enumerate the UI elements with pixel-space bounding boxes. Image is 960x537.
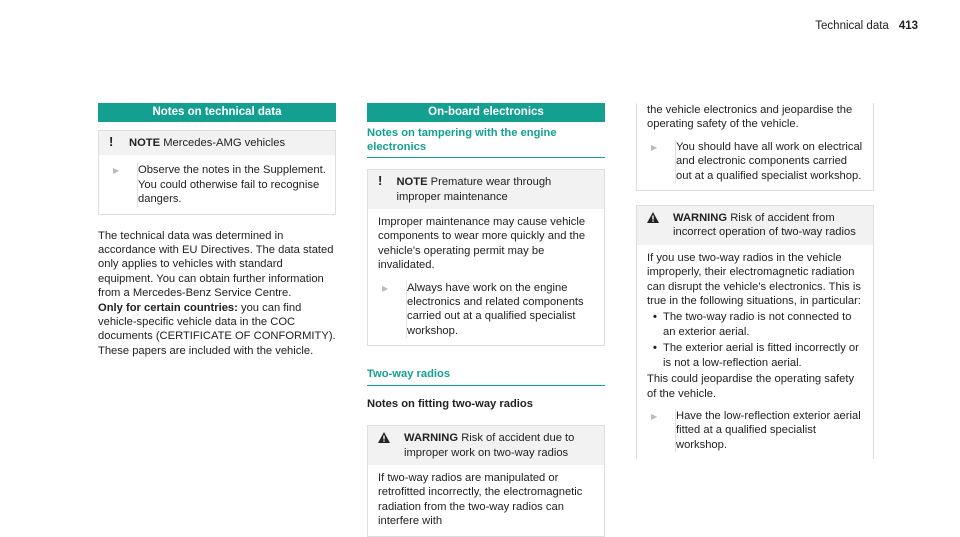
continuation-text: the vehicle electronics and jeopardise the operating safety of the vehicle. — [647, 104, 853, 131]
action-text: Observe the notes in the Supplement. You could otherwise fail to recognise dangers. — [138, 164, 326, 206]
warning-continuation — [636, 103, 874, 191]
note-text: Premature wear through improper maintenance — [396, 176, 552, 203]
section-title: Technical data — [815, 20, 889, 32]
warning-body: If you use two-way radios in the vehicle improperly, their electromagnetic radiation can disrupt the vehicle's electronics. This is true in the following situations, in particular: — [647, 251, 861, 308]
page-number: 413 — [898, 20, 918, 32]
list-item: • The exterior aerial is fitted incorrectly or is not a low-reflection aerial. — [647, 341, 865, 370]
action-text: You should have all work on electrical and electronic components carried out at a qualified specialist workshop. — [675, 140, 865, 183]
column-2 — [367, 103, 605, 537]
subheading-two-way-radios: Two-way radios — [367, 368, 605, 386]
warning-label: WARNING — [673, 212, 728, 225]
arrow-right-icon: ▶ — [651, 411, 658, 421]
warning-box — [367, 425, 605, 536]
note-box — [98, 130, 336, 215]
column-3 — [636, 103, 874, 459]
list-item: • The two-way radio is not connected to an exterior aerial. — [647, 310, 865, 339]
note-label: NOTE — [129, 137, 161, 149]
action-item — [109, 163, 327, 206]
subheading-fitting-radios: Notes on fitting two-way radios — [367, 397, 533, 410]
warning-header — [637, 206, 873, 245]
note-label: NOTE — [396, 176, 428, 189]
section-bar-technical-data: Notes on technical data — [98, 103, 336, 122]
warning-label: WARNING — [404, 432, 459, 445]
note-box — [367, 169, 605, 346]
warning-triangle-icon — [647, 212, 659, 223]
action-item — [647, 140, 865, 183]
warning-box — [636, 205, 874, 459]
note-header — [99, 131, 335, 155]
note-header — [368, 170, 604, 209]
action-text: Have the low-reflection exterior aerial fitted at a qualified specialist workshop. — [675, 409, 865, 452]
exclamation-icon: ! — [378, 173, 383, 189]
exclamation-icon: ! — [109, 134, 114, 149]
countries-label: Only for certain countries: — [98, 301, 238, 314]
paragraph: The technical data was determined in accordance with EU Directives. The data stated only applies to vehicles with standard equipment. You can obtain further information from a Mercedes-Benz Service Centre. — [98, 229, 334, 300]
arrow-right-icon: ▶ — [651, 142, 658, 152]
bullet-list — [647, 310, 865, 370]
countries-text: you can find vehicle-specific vehicle data in the COC documents (CERTIFICATE OF CONFORMITY). These papers are included with the vehicle. — [98, 301, 336, 357]
warning-body: If two-way radios are manipulated or retrofitted incorrectly, the electromagnetic radiation from the two-way radios can interfere with — [378, 472, 583, 528]
note-body: Improper maintenance may cause vehicle components to wear more quickly and the vehicle's operating permit may be invalidated. — [378, 216, 586, 272]
section-bar-onboard-electronics: On-board electronics — [367, 103, 605, 122]
arrow-right-icon: ▶ — [113, 166, 120, 176]
warning-text: Risk of accident from incorrect operation of two-way radios — [673, 212, 856, 239]
column-1 — [98, 103, 336, 358]
action-item — [378, 281, 596, 339]
action-item — [647, 409, 865, 452]
page-header — [815, 20, 918, 32]
arrow-right-icon: ▶ — [382, 283, 389, 293]
subheading-tampering: Notes on tampering with the engine electronics — [367, 127, 605, 158]
warning-header — [368, 426, 604, 465]
warning-text: Risk of accident due to improper work on two-way radios — [404, 432, 575, 459]
action-text: Always have work on the engine electronics and related components carried out at a qualified specialist workshop. — [406, 281, 596, 339]
note-text: Mercedes-AMG vehicles — [163, 137, 286, 149]
warning-triangle-icon — [378, 432, 390, 443]
warning-after: This could jeopardise the operating safety of the vehicle. — [647, 373, 855, 400]
paragraph-countries — [98, 301, 336, 359]
